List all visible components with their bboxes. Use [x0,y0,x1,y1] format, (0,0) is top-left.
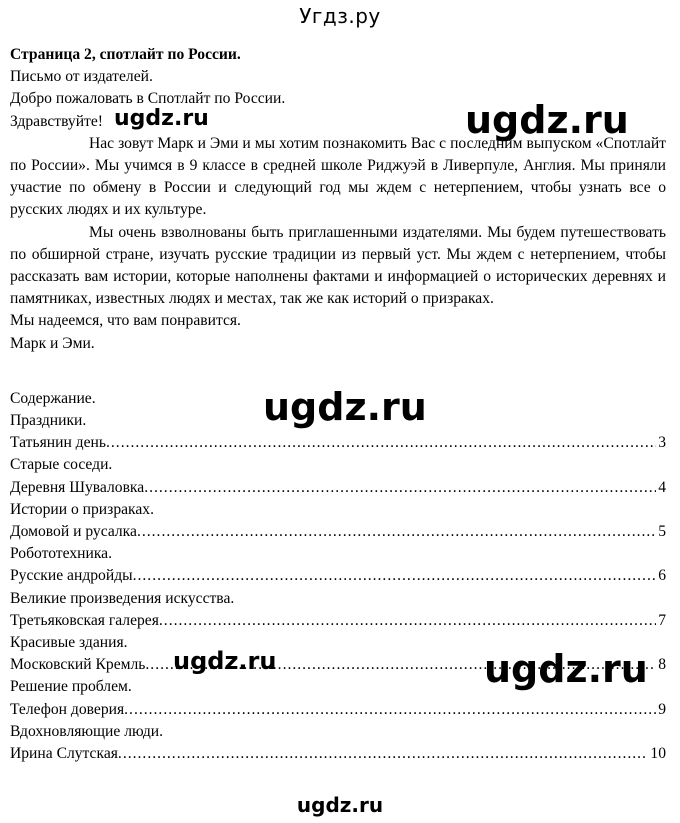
toc-entry [10,699,666,721]
toc-entry-title: Татьянин день [10,434,106,452]
toc-entry [10,610,666,632]
watermark: ugdz.ru [484,647,648,691]
signature-line: Марк и Эми. [10,334,95,352]
toc-entry-title: Третьяковская галерея [10,611,159,629]
toc-entry-title: Ирина Слутская [10,745,118,763]
toc-section-heading: Робототехника. [10,545,112,563]
toc-page-number: 4 [658,478,666,496]
toc-entry-title: Русские андройды [10,567,133,585]
toc-section-heading: Старые соседи. [10,456,113,474]
toc-page-number: 10 [650,745,666,763]
toc-section-heading: Решение проблем. [10,678,132,696]
toc-page-number: 9 [658,700,666,718]
toc-entry-title: Домовой и русалка [10,523,137,541]
page-title: Страница 2, спотлайт по России. [10,46,241,63]
toc-page-number: 8 [658,656,666,674]
toc-leader-dots [106,432,656,454]
toc-section-heading: Вдохновляющие люди. [10,722,164,740]
toc-leader-dots [144,477,656,499]
watermark: ugdz.ru [465,98,629,142]
toc-entry [10,743,666,765]
toc-entry [10,477,666,499]
toc-entry [10,565,666,587]
section-gap [10,355,666,388]
toc-leader-dots [137,521,656,543]
toc-leader-dots [159,610,656,632]
toc-page-number: 6 [658,567,666,585]
watermark: ugdz.ru [173,647,277,675]
toc-page-number: 3 [658,434,666,452]
table-of-contents [10,410,666,765]
toc-section-heading: Великие произведения искусства. [10,589,235,607]
toc-heading: Содержание. [10,389,96,407]
closing-line: Мы надеемся, что вам понравится. [10,312,241,330]
toc-entry [10,521,666,543]
paragraph-plans: Мы очень взволнованы быть приглашенными издателями. Мы будем путешествовать по обширной стране, изучать русские традиции из первый уст. Мы ждем с нетерпением, чтобы рассказать вам истории, которые наполнены фактами и информацией о исторических деревнях и памятниках, известных людях и местах, так же как историй о призраках. [10,223,666,308]
toc-section-heading: Праздники. [10,412,87,430]
toc-page-number: 7 [658,611,666,629]
greeting-line: Здравствуйте! [10,112,103,130]
toc-entry-title: Московский Кремль [10,656,146,674]
watermark: ugdz.ru [263,385,427,429]
site-footer: ugdz.ru [296,793,384,817]
paragraph-intro: Нас зовут Марк и Эми и мы хотим познакомить Вас с последним выпуском «Спотлайт по России». Мы учимся в 9 классе в средней школе Риджуэй в Ливерпуле, Англия. Мы приняли участие по обмену в России и следующий год мы ждем с нетерпением, чтобы узнать все о русских людях и их культуре. [10,134,666,219]
welcome-line: Добро пожаловать в Спотлайт по России. [10,90,286,108]
toc-section-heading: Красивые здания. [10,634,128,652]
toc-entry-title: Деревня Шуваловка [10,478,145,496]
toc-leader-dots [118,743,648,765]
toc-entry [10,432,666,454]
toc-entry-title: Телефон доверия [10,700,125,718]
toc-leader-dots [133,565,657,587]
site-header: Угдз.ру [299,4,381,28]
watermark: ugdz.ru [114,106,209,131]
toc-section-heading: Истории о призраках. [10,500,154,518]
toc-leader-dots [124,699,656,721]
toc-page-number: 5 [658,523,666,541]
letter-heading: Письмо от издателей. [10,68,153,86]
